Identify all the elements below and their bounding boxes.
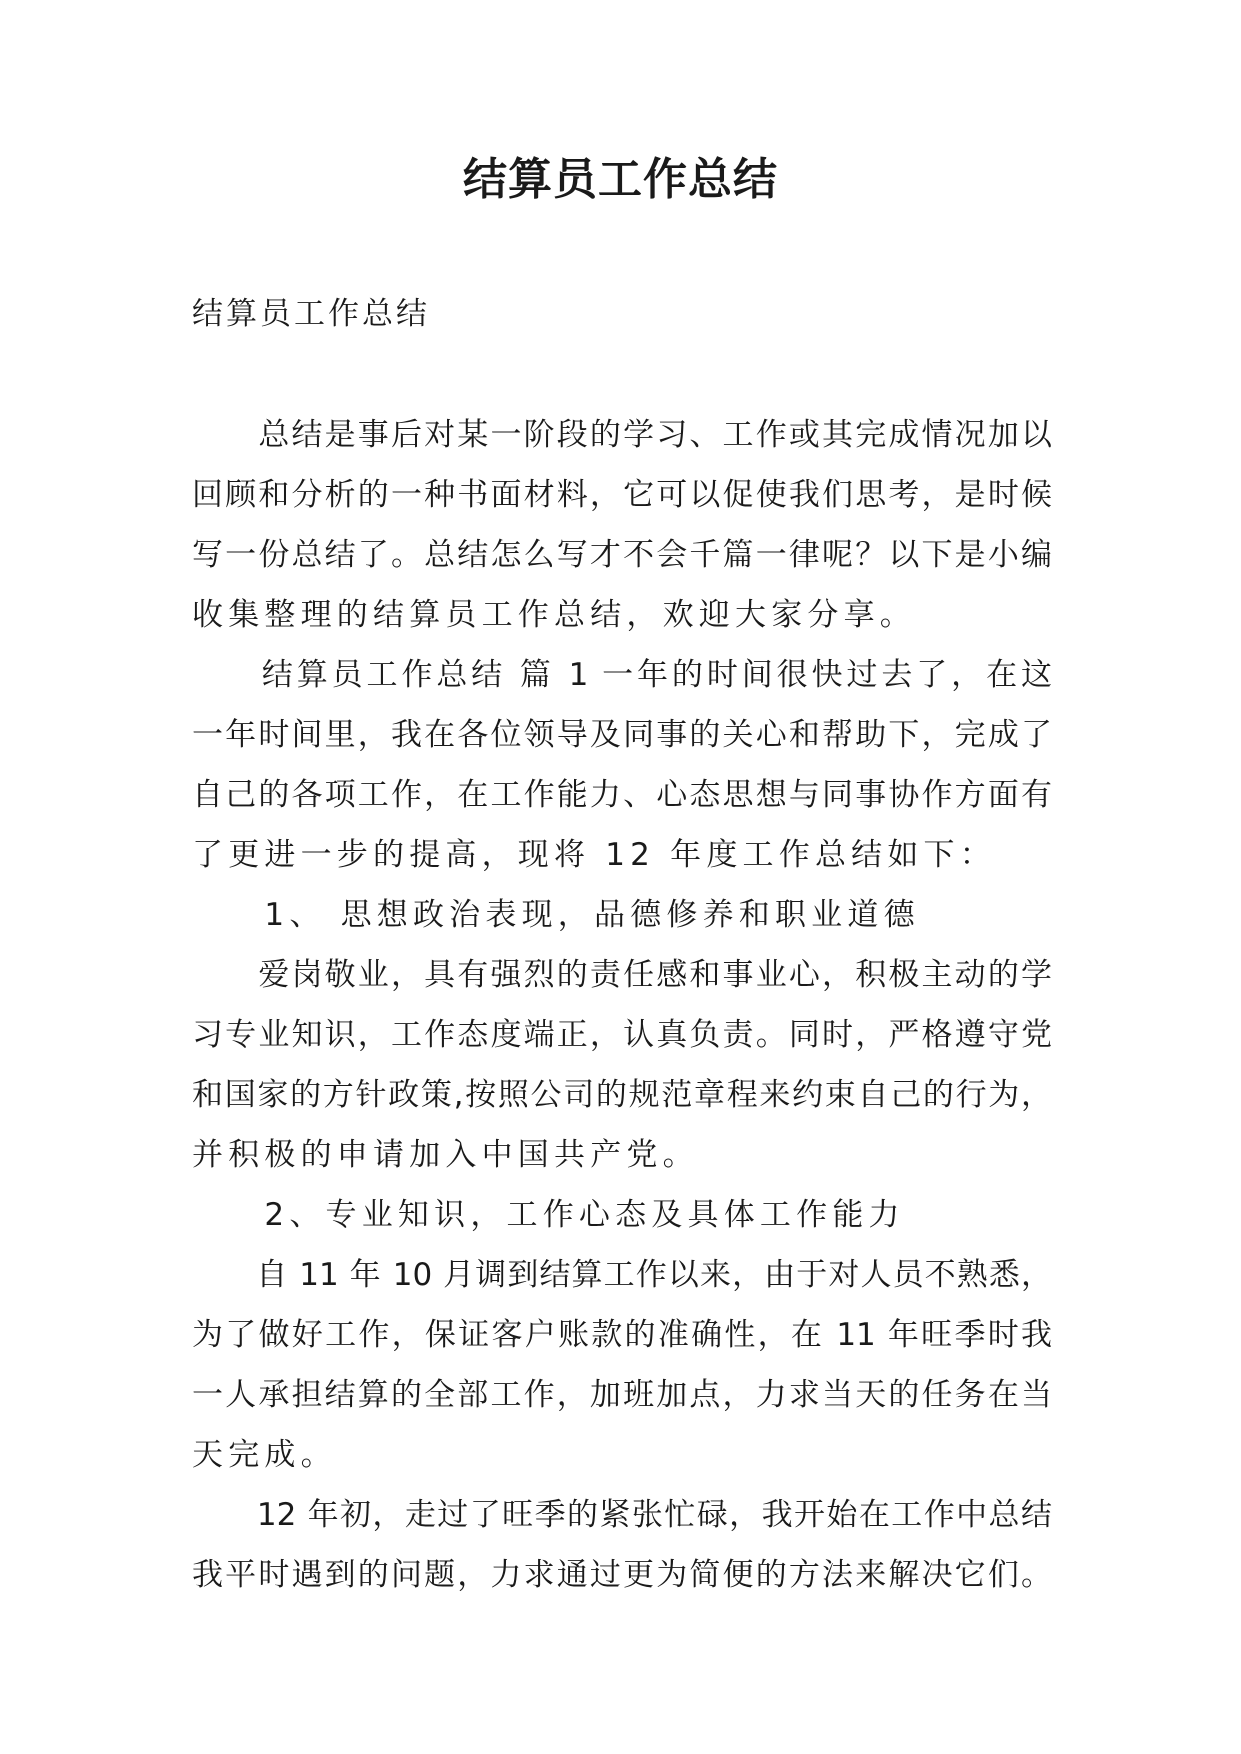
document-body xyxy=(192,405,1052,1605)
body-line: 自己的各项工作，在工作能力、心态思想与同事协作方面有 xyxy=(192,777,1052,813)
body-line: 2、专业知识，工作心态及具体工作能力 xyxy=(192,1197,905,1233)
document-subtitle: 结算员工作总结 xyxy=(192,296,430,332)
body-line: 回顾和分析的一种书面材料，它可以促使我们思考，是时候 xyxy=(192,477,1052,513)
body-line: 一年时间里，我在各位领导及同事的关心和帮助下，完成了 xyxy=(192,717,1052,753)
body-line: 习专业知识，工作态度端正，认真负责。同时，严格遵守党 xyxy=(192,1017,1052,1053)
body-line: 总结是事后对某一阶段的学习、工作或其完成情况加以 xyxy=(192,417,1052,453)
body-line: 和国家的方针政策,按照公司的规范章程来约束自己的行为， xyxy=(192,1077,1052,1113)
body-line: 一人承担结算的全部工作，加班加点，力求当天的任务在当 xyxy=(192,1377,1052,1413)
body-line: 收集整理的结算员工作总结，欢迎大家分享。 xyxy=(192,597,916,633)
body-line: 为了做好工作，保证客户账款的准确性，在 11 年旺季时我 xyxy=(192,1317,1052,1353)
body-line: 爱岗敬业，具有强烈的责任感和事业心，积极主动的学 xyxy=(192,957,1052,993)
body-line: 1、 思想政治表现，品德修养和职业道德 xyxy=(192,897,920,933)
body-line: 了更进一步的提高，现将 12 年度工作总结如下： xyxy=(192,837,996,873)
body-line: 12 年初，走过了旺季的紧张忙碌，我开始在工作中总结 xyxy=(192,1497,1052,1533)
body-line: 自 11 年 10 月调到结算工作以来，由于对人员不熟悉， xyxy=(192,1257,1052,1293)
body-line: 结算员工作总结 篇 1 一年的时间很快过去了，在这 xyxy=(192,657,1052,693)
document-title: 结算员工作总结 xyxy=(463,154,778,205)
body-line: 天完成。 xyxy=(192,1437,337,1473)
body-line: 并积极的申请加入中国共产党。 xyxy=(192,1137,699,1173)
body-line: 我平时遇到的问题，力求通过更为简便的方法来解决它们。 xyxy=(192,1557,1052,1593)
body-line: 写一份总结了。总结怎么写才不会千篇一律呢？以下是小编 xyxy=(192,537,1052,573)
